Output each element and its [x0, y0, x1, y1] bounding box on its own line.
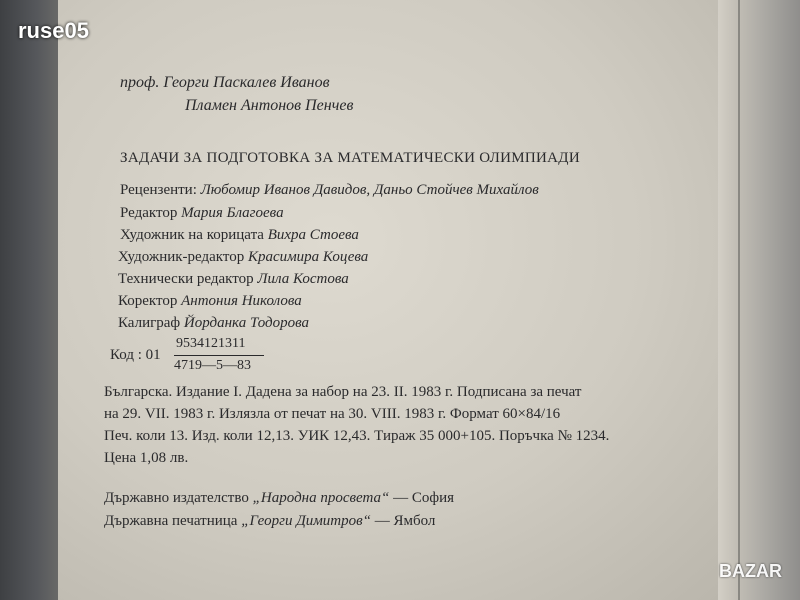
credit-role: Рецензенти: — [120, 182, 197, 198]
printer-city: — Ямбол — [374, 513, 436, 529]
credit-row — [118, 315, 309, 332]
imprint-line-1: Българска. Издание I. Дадена за набор на 23. II. 1983 г. Подписана за печат — [104, 384, 582, 400]
credit-row — [120, 205, 284, 222]
printer-prefix: Държавна печатница — [104, 513, 238, 529]
credit-name: Вихра Стоева — [267, 227, 359, 243]
credit-role: Художник на корицата — [120, 227, 264, 243]
code-label: Код : 01 — [110, 347, 161, 363]
printer-name: „Георги Димитров“ — [241, 513, 371, 529]
code-fraction-line — [174, 355, 264, 356]
page-edge — [718, 0, 800, 600]
credit-row — [120, 182, 539, 199]
credit-role: Редактор — [120, 205, 178, 221]
imprint-line-4: Цена 1,08 лв. — [104, 450, 189, 466]
author-1: проф. Георги Паскалев Иванов — [120, 74, 330, 91]
credit-role: Технически редактор — [118, 271, 254, 287]
credit-row — [120, 227, 359, 244]
watermark-text: ruse05 — [18, 18, 89, 43]
code-denominator: 4719—5—83 — [174, 358, 251, 373]
publisher-name: „Народна просвета“ — [252, 490, 390, 506]
credit-row — [118, 249, 368, 266]
credit-role: Художник-редактор — [118, 249, 245, 265]
credit-name: Йорданка Тодорова — [183, 315, 310, 331]
credit-name: Лила Костова — [257, 271, 349, 287]
imprint-line-2: на 29. VII. 1983 г. Излязла от печат на 30. VIII. 1983 г. Формат 60×84/16 — [104, 406, 561, 422]
credit-name: Любомир Иванов Давидов, Даньо Стойчев Михайлов — [200, 182, 539, 198]
author-2: Пламен Антонов Пенчев — [185, 97, 354, 114]
credit-role: Калиграф — [118, 315, 181, 331]
publisher-city: — София — [393, 490, 454, 506]
publisher-line — [104, 490, 454, 507]
page-fold — [738, 0, 740, 600]
background-left — [0, 0, 60, 600]
credit-row — [118, 293, 302, 310]
brand-logo: BAZAR — [719, 561, 782, 581]
credit-name: Красимира Коцева — [247, 249, 369, 265]
book-title: ЗАДАЧИ ЗА ПОДГОТОВКА ЗА МАТЕМАТИЧЕСКИ ОЛИМПИАДИ — [120, 150, 580, 166]
imprint-line-3: Печ. коли 13. Изд. коли 12,13. УИК 12,43. Тираж 35 000+105. Поръчка № 1234. — [104, 428, 610, 444]
credit-row — [118, 271, 349, 288]
printer-line — [104, 513, 435, 530]
credit-name: Мария Благоева — [181, 205, 284, 221]
publisher-prefix: Държавно издателство — [104, 490, 249, 506]
credit-role: Коректор — [118, 293, 178, 309]
credit-name: Антония Николова — [181, 293, 302, 309]
code-numerator: 9534121311 — [176, 336, 246, 351]
